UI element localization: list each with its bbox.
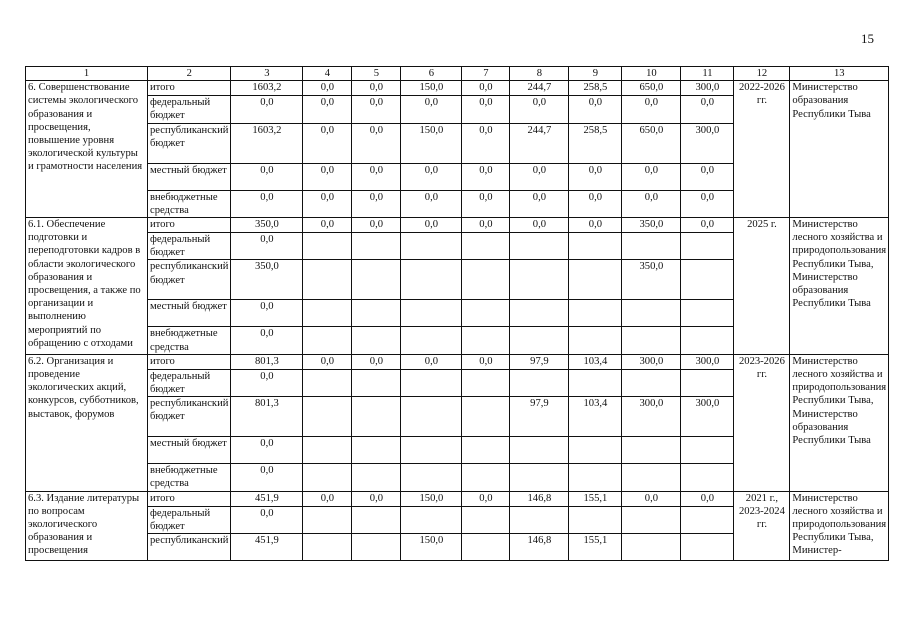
value-cell	[681, 327, 734, 354]
value-cell	[622, 300, 681, 327]
period-years: 2023-2026 гг.	[734, 354, 790, 491]
header-cell: 5	[352, 67, 401, 81]
value-cell	[303, 369, 352, 396]
value-cell	[303, 534, 352, 561]
value-cell	[401, 327, 462, 354]
value-cell: 801,3	[231, 354, 303, 369]
value-cell: 0,0	[510, 96, 569, 123]
value-cell: 244,7	[510, 123, 569, 163]
activity-title: 6.1. Обеспечение подготовки и переподготовки кадров в области экологического образования и просвещения, а также по организации и выполнению мероприятий по обращению с отходами	[26, 218, 148, 355]
value-cell	[352, 233, 401, 260]
value-cell: 0,0	[622, 491, 681, 506]
value-cell	[462, 327, 510, 354]
value-cell: 0,0	[303, 123, 352, 163]
funding-source: итого	[148, 81, 231, 96]
value-cell	[569, 369, 622, 396]
value-cell	[569, 327, 622, 354]
funding-source: республиканский бюджет	[148, 123, 231, 163]
value-cell	[303, 464, 352, 491]
value-cell: 0,0	[401, 218, 462, 233]
value-cell: 350,0	[231, 218, 303, 233]
value-cell: 300,0	[681, 81, 734, 96]
table-row	[26, 218, 889, 233]
value-cell: 451,9	[231, 491, 303, 506]
value-cell	[622, 327, 681, 354]
header-row	[26, 67, 889, 81]
value-cell	[401, 369, 462, 396]
value-cell: 0,0	[303, 218, 352, 233]
value-cell	[622, 233, 681, 260]
value-cell: 0,0	[622, 190, 681, 217]
header-cell: 11	[681, 67, 734, 81]
value-cell	[622, 437, 681, 464]
value-cell	[681, 300, 734, 327]
value-cell: 0,0	[352, 163, 401, 190]
funding-source: местный бюджет	[148, 163, 231, 190]
value-cell	[462, 233, 510, 260]
value-cell: 0,0	[510, 218, 569, 233]
value-cell	[510, 233, 569, 260]
value-cell: 300,0	[622, 354, 681, 369]
funding-source: республиканский бюджет	[148, 397, 231, 437]
header-cell: 10	[622, 67, 681, 81]
value-cell	[352, 437, 401, 464]
value-cell	[622, 369, 681, 396]
value-cell: 0,0	[462, 96, 510, 123]
value-cell: 0,0	[352, 123, 401, 163]
value-cell	[401, 397, 462, 437]
value-cell: 0,0	[569, 96, 622, 123]
value-cell	[352, 397, 401, 437]
period-years: 2025 г.	[734, 218, 790, 355]
value-cell	[622, 464, 681, 491]
value-cell: 0,0	[462, 354, 510, 369]
value-cell: 0,0	[231, 233, 303, 260]
value-cell	[401, 300, 462, 327]
value-cell: 0,0	[681, 96, 734, 123]
value-cell	[622, 506, 681, 533]
value-cell	[681, 464, 734, 491]
value-cell	[622, 534, 681, 561]
value-cell: 0,0	[681, 491, 734, 506]
responsible-executor: Министерство лесного хозяйства и природопользования Республики Тыва, Министерство образования Республики Тыва	[790, 218, 889, 355]
value-cell: 300,0	[681, 354, 734, 369]
value-cell	[352, 506, 401, 533]
value-cell: 1603,2	[231, 81, 303, 96]
value-cell: 103,4	[569, 397, 622, 437]
value-cell: 0,0	[510, 163, 569, 190]
value-cell: 300,0	[681, 123, 734, 163]
value-cell: 0,0	[303, 491, 352, 506]
funding-source: федеральный бюджет	[148, 506, 231, 533]
value-cell: 0,0	[231, 369, 303, 396]
funding-source: внебюджетные средства	[148, 327, 231, 354]
value-cell: 0,0	[231, 464, 303, 491]
value-cell: 258,5	[569, 81, 622, 96]
value-cell	[462, 534, 510, 561]
value-cell	[569, 437, 622, 464]
value-cell	[569, 300, 622, 327]
value-cell: 0,0	[622, 96, 681, 123]
value-cell: 146,8	[510, 491, 569, 506]
header-cell: 1	[26, 67, 148, 81]
value-cell: 0,0	[569, 218, 622, 233]
funding-source: местный бюджет	[148, 300, 231, 327]
value-cell	[462, 369, 510, 396]
value-cell: 150,0	[401, 123, 462, 163]
value-cell: 0,0	[462, 491, 510, 506]
header-cell: 2	[148, 67, 231, 81]
value-cell	[352, 300, 401, 327]
header-cell: 6	[401, 67, 462, 81]
value-cell	[401, 437, 462, 464]
value-cell: 0,0	[352, 190, 401, 217]
value-cell	[510, 506, 569, 533]
value-cell: 0,0	[462, 123, 510, 163]
value-cell	[462, 300, 510, 327]
value-cell	[352, 260, 401, 300]
value-cell: 0,0	[681, 163, 734, 190]
funding-source: республиканский	[148, 534, 231, 561]
value-cell: 350,0	[622, 218, 681, 233]
value-cell	[462, 437, 510, 464]
value-cell: 0,0	[681, 190, 734, 217]
value-cell: 0,0	[231, 327, 303, 354]
value-cell	[510, 369, 569, 396]
value-cell	[401, 260, 462, 300]
value-cell	[569, 233, 622, 260]
value-cell: 0,0	[352, 491, 401, 506]
value-cell: 0,0	[510, 190, 569, 217]
header-cell: 12	[734, 67, 790, 81]
activity-title: 6. Совершенствование системы экологического образования и просвещения, повышение уровня экологической культуры и грамотности населения	[26, 81, 148, 218]
value-cell: 0,0	[462, 163, 510, 190]
funding-source: внебюджетные средства	[148, 190, 231, 217]
value-cell	[352, 534, 401, 561]
value-cell: 0,0	[622, 163, 681, 190]
header-cell: 3	[231, 67, 303, 81]
value-cell: 0,0	[231, 96, 303, 123]
value-cell	[569, 464, 622, 491]
funding-source: федеральный бюджет	[148, 233, 231, 260]
value-cell	[462, 260, 510, 300]
funding-source: федеральный бюджет	[148, 369, 231, 396]
funding-source: итого	[148, 218, 231, 233]
value-cell	[510, 437, 569, 464]
value-cell: 0,0	[401, 354, 462, 369]
value-cell	[510, 300, 569, 327]
value-cell: 0,0	[303, 96, 352, 123]
value-cell: 0,0	[462, 81, 510, 96]
period-years: 2022-2026 гг.	[734, 81, 790, 218]
value-cell	[681, 369, 734, 396]
funding-source: внебюджетные средства	[148, 464, 231, 491]
value-cell: 244,7	[510, 81, 569, 96]
value-cell: 0,0	[681, 218, 734, 233]
table-row	[26, 354, 889, 369]
value-cell: 0,0	[462, 218, 510, 233]
value-cell: 300,0	[622, 397, 681, 437]
value-cell	[569, 260, 622, 300]
value-cell	[352, 464, 401, 491]
value-cell	[401, 233, 462, 260]
value-cell: 0,0	[401, 96, 462, 123]
value-cell: 150,0	[401, 534, 462, 561]
value-cell	[510, 260, 569, 300]
value-cell	[352, 369, 401, 396]
value-cell	[462, 397, 510, 437]
value-cell	[401, 506, 462, 533]
value-cell: 0,0	[231, 163, 303, 190]
activity-title: 6.2. Организация и проведение экологических акций, конкурсов, субботников, выставок, форумов	[26, 354, 148, 491]
value-cell: 0,0	[231, 437, 303, 464]
responsible-executor: Министерство образования Республики Тыва	[790, 81, 889, 218]
value-cell: 155,1	[569, 534, 622, 561]
value-cell	[510, 464, 569, 491]
value-cell	[681, 233, 734, 260]
value-cell	[303, 506, 352, 533]
value-cell: 1603,2	[231, 123, 303, 163]
value-cell: 801,3	[231, 397, 303, 437]
value-cell	[681, 437, 734, 464]
value-cell: 0,0	[569, 190, 622, 217]
period-years: 2021 г., 2023-2024 гг.	[734, 491, 790, 560]
value-cell	[303, 437, 352, 464]
funding-source: республиканский бюджет	[148, 260, 231, 300]
value-cell: 0,0	[352, 354, 401, 369]
value-cell: 155,1	[569, 491, 622, 506]
funding-source: местный бюджет	[148, 437, 231, 464]
value-cell	[303, 397, 352, 437]
value-cell: 0,0	[462, 190, 510, 217]
value-cell: 300,0	[681, 397, 734, 437]
value-cell: 103,4	[569, 354, 622, 369]
value-cell	[401, 464, 462, 491]
header-cell: 4	[303, 67, 352, 81]
value-cell	[303, 233, 352, 260]
value-cell	[303, 300, 352, 327]
value-cell: 650,0	[622, 81, 681, 96]
funding-source: итого	[148, 491, 231, 506]
header-cell: 13	[790, 67, 889, 81]
value-cell: 0,0	[231, 190, 303, 217]
value-cell: 0,0	[401, 163, 462, 190]
value-cell: 350,0	[622, 260, 681, 300]
value-cell: 0,0	[231, 506, 303, 533]
value-cell	[352, 327, 401, 354]
value-cell: 0,0	[352, 218, 401, 233]
activity-title: 6.3. Издание литературы по вопросам экологического образования и просвещения	[26, 491, 148, 560]
value-cell: 0,0	[303, 354, 352, 369]
value-cell: 0,0	[352, 81, 401, 96]
page-number: 15	[861, 31, 874, 46]
value-cell: 451,9	[231, 534, 303, 561]
responsible-executor: Министерство лесного хозяйства и природопользования Республики Тыва, Министер-	[790, 491, 889, 560]
budget-table	[25, 66, 889, 561]
funding-source: федеральный бюджет	[148, 96, 231, 123]
value-cell	[681, 260, 734, 300]
value-cell	[681, 506, 734, 533]
value-cell: 97,9	[510, 397, 569, 437]
value-cell: 0,0	[569, 163, 622, 190]
table-row	[26, 81, 889, 96]
value-cell	[303, 260, 352, 300]
value-cell: 0,0	[231, 300, 303, 327]
value-cell: 0,0	[401, 190, 462, 217]
value-cell: 97,9	[510, 354, 569, 369]
value-cell: 350,0	[231, 260, 303, 300]
value-cell: 150,0	[401, 81, 462, 96]
value-cell	[569, 506, 622, 533]
value-cell: 150,0	[401, 491, 462, 506]
value-cell: 0,0	[303, 163, 352, 190]
value-cell: 258,5	[569, 123, 622, 163]
value-cell: 650,0	[622, 123, 681, 163]
funding-source: итого	[148, 354, 231, 369]
value-cell	[681, 534, 734, 561]
value-cell: 0,0	[303, 190, 352, 217]
value-cell	[462, 464, 510, 491]
header-cell: 8	[510, 67, 569, 81]
value-cell: 146,8	[510, 534, 569, 561]
header-cell: 7	[462, 67, 510, 81]
header-cell: 9	[569, 67, 622, 81]
value-cell	[510, 327, 569, 354]
value-cell	[303, 327, 352, 354]
value-cell: 0,0	[303, 81, 352, 96]
table-row	[26, 491, 889, 506]
responsible-executor: Министерство лесного хозяйства и природопользования Республики Тыва, Министерство образования Республики Тыва	[790, 354, 889, 491]
value-cell	[462, 506, 510, 533]
value-cell: 0,0	[352, 96, 401, 123]
